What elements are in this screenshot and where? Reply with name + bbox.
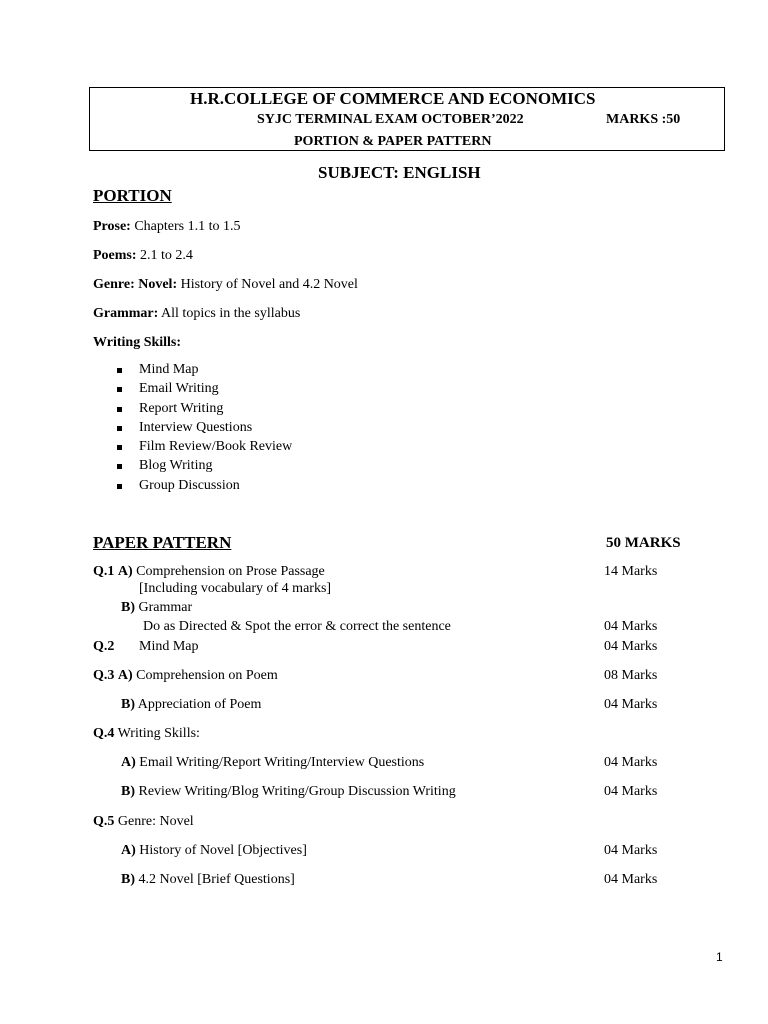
- list-item: Interview Questions: [117, 420, 292, 439]
- part-label: B): [121, 600, 135, 615]
- writing-skills-list: [117, 362, 292, 497]
- question-number: Q.5: [93, 814, 115, 829]
- part-text: Mind Map: [139, 639, 199, 654]
- part-text: Appreciation of Poem: [137, 697, 262, 712]
- portion-value: History of Novel and 4.2 Novel: [180, 277, 358, 292]
- portion-label: Prose:: [93, 219, 131, 234]
- question-number: Q.4: [93, 726, 115, 741]
- part-subtext: Do as Directed & Spot the error & correct the sentence: [143, 619, 451, 634]
- q4-line: [93, 726, 200, 742]
- portion-grammar: [93, 306, 300, 322]
- q4a-line: [121, 755, 424, 771]
- marks: 04 Marks: [604, 639, 658, 654]
- part-label: A): [121, 843, 136, 858]
- portion-value: All topics in the syllabus: [161, 306, 301, 321]
- part-label: A): [117, 564, 133, 579]
- part-text: History of Novel [Objectives]: [139, 843, 307, 858]
- list-item: Group Discussion: [117, 478, 292, 497]
- part-note: [Including vocabulary of 4 marks]: [139, 581, 332, 596]
- q5-line: [93, 814, 194, 830]
- question-number: Q.1: [93, 564, 115, 579]
- portion-value: 2.1 to 2.4: [140, 248, 193, 263]
- part-text: 4.2 Novel [Brief Questions]: [138, 872, 295, 887]
- part-label: A): [121, 755, 136, 770]
- marks: 04 Marks: [604, 697, 658, 712]
- portion-value: Chapters 1.1 to 1.5: [134, 219, 241, 234]
- q1b-line: [121, 600, 192, 616]
- list-item: Blog Writing: [117, 458, 292, 477]
- marks: 04 Marks: [604, 784, 658, 799]
- marks: 04 Marks: [604, 843, 658, 858]
- exam-title: SYJC TERMINAL EXAM OCTOBER’2022: [257, 112, 524, 127]
- portion-genre: [93, 277, 358, 293]
- q1-line: [93, 564, 325, 580]
- part-label: B): [121, 784, 135, 799]
- q5a-line: [121, 843, 307, 859]
- portion-label: Genre: Novel:: [93, 277, 178, 292]
- page-number: 1: [716, 950, 723, 964]
- marks: 04 Marks: [604, 872, 658, 887]
- marks: 14 Marks: [604, 564, 658, 579]
- marks: 04 Marks: [604, 619, 658, 634]
- part-text: Writing Skills:: [117, 726, 200, 741]
- question-number: Q.2: [93, 639, 115, 654]
- q5b-line: [121, 872, 295, 888]
- portion-label: Grammar:: [93, 306, 159, 321]
- portion-heading: PORTION: [93, 186, 172, 205]
- portion-poems: [93, 248, 193, 264]
- q4b-line: [121, 784, 456, 800]
- part-text: Email Writing/Report Writing/Interview Questions: [139, 755, 425, 770]
- q3-line: [93, 668, 278, 684]
- portion-label: Poems:: [93, 248, 137, 263]
- marks: 04 Marks: [604, 755, 658, 770]
- part-text: Genre: Novel: [117, 814, 194, 829]
- list-item: Email Writing: [117, 381, 292, 400]
- portion-prose: [93, 219, 241, 235]
- paper-pattern-heading: PAPER PATTERN: [93, 533, 232, 552]
- part-text: Review Writing/Blog Writing/Group Discussion Writing: [138, 784, 456, 799]
- part-label: B): [121, 697, 135, 712]
- list-item: Mind Map: [117, 362, 292, 381]
- part-label: B): [121, 872, 135, 887]
- part-label: A): [117, 668, 133, 683]
- part-text: Comprehension on Prose Passage: [136, 564, 325, 579]
- subject-title: SUBJECT: ENGLISH: [318, 163, 481, 182]
- q3b-line: [121, 697, 261, 713]
- part-text: Grammar: [138, 600, 193, 615]
- total-marks-header: MARKS :50: [606, 112, 681, 127]
- list-item: Film Review/Book Review: [117, 439, 292, 458]
- part-text: Comprehension on Poem: [136, 668, 278, 683]
- marks: 08 Marks: [604, 668, 658, 683]
- header-subtitle: PORTION & PAPER PATTERN: [294, 134, 492, 149]
- list-item: Report Writing: [117, 401, 292, 420]
- college-name: H.R.COLLEGE OF COMMERCE AND ECONOMICS: [190, 89, 596, 108]
- paper-total-marks: 50 MARKS: [606, 535, 681, 551]
- writing-skills-label: Writing Skills:: [93, 335, 182, 350]
- question-number: Q.3: [93, 668, 115, 683]
